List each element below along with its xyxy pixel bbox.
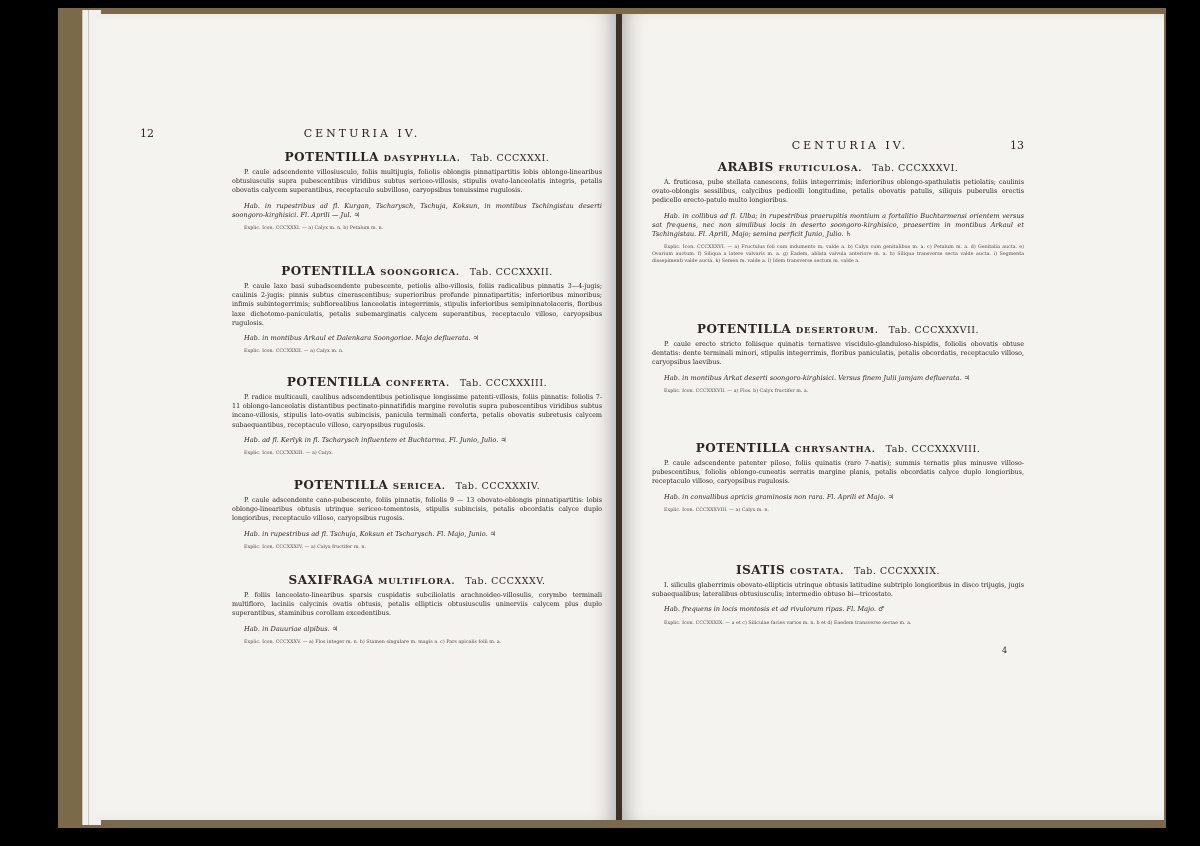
entry-heading: POTENTILLA DESERTORUM. Tab. CCCXXXVII. [696, 322, 980, 336]
entry-explanation: Explic. Icon. CCCXXXVI. — a) Fructulus foli cum indumento m. valde a. b) Calyx cum genitalibus m. a. c) Petalum m. a. d) Genitalia aucta. e) Ovarium auctum. f) Siliqua a latere valvaris m. a. g) Eadem, ablata valvula anteriore m. a. h) Siliqua transverse secta valde aucta. i) Segmenta dissepimenti valde aucta. k) Semen m. valde a. l) Idem transverse sectum m. valde a. [652, 245, 1024, 265]
entry-habitat: Hab. in convallibus apricis graminosis non rara. Fl. Aprili et Majo. ♃ [664, 492, 894, 501]
entry-habitat: Hab. in rupestribus ad fl. Tschuja, Koksun et Tscharysch. Fl. Majo, Junio. ♃ [244, 529, 496, 538]
entry-heading: POTENTILLA DASYPHYLLA. Tab. CCCXXXI. [284, 150, 550, 164]
species-entry [652, 160, 1024, 265]
species-entry [232, 264, 602, 355]
species-entry [652, 441, 1024, 514]
entry-description: P. caule erecto stricto foliisque quinatis ternatisve viscidulo-glanduloso-hispidis, foliolis obovatis obtuse dentatis: dente terminali minori, stipulis integerrimis, floribus paniculatis, petalis obcordatis, receptaculo villoso, caryopsibus laevibus. [652, 340, 1024, 367]
entry-description: P. caule adscendente cano-pubescente, foliis pinnatis, foliolis 9 — 13 obovato-oblongis pinnatipartitis: lobis oblongo-linearibus obtusis utrinque sericeo-tomentosis, stipulis subincisis, petalis obcordatis calyce duplo longioribus, receptaculo villoso, caryopsibus rugosis. [232, 496, 602, 523]
entry-explanation: Explic. Icon. CCCXXXV. — a) Flos integer m. n. b) Stamen singulare m. magis a. c) Pars apicalis folii m. a. [244, 639, 502, 645]
entry-explanation: Explic. Icon. CCCXXXI. — a) Calyx m. n. b) Petalum m. n. [244, 226, 384, 232]
entry-habitat: Hab. in montibus Arkat deserti soongoro-kirghisici. Versus finem Julii jamjam defluerata. ♃ [664, 373, 970, 382]
entry-habitat: Hab. in rupestribus ad fl. Kurgan, Tscharysch, Tschuja, Koksun, in montibus Tschingistau deserti soongoro-kirghisici. Fl. Aprili — Jul. ♃ [232, 201, 602, 219]
entry-description: P. caule adscendente patenter piloso, foliis quinatis (raro 7-natis); summis ternatis plus minusve villoso-pubescentibus, foliolis oblongo-cuneatis serratis margine planis, petalis obcordatis calyce duplo longioribus, receptaculo villoso, caryopsibus rugulosis. [652, 459, 1024, 486]
entry-explanation: Explic. Icon. CCCXXXVII. — a) Flos. b) Calyx fructifer m. a. [664, 388, 809, 394]
species-entry [232, 573, 602, 646]
entry-habitat: Hab. ad fl. Kerlyk in fl. Tscharysch influentem et Buchtarma. Fl. Junio, Julio. ♃ [244, 435, 507, 444]
entry-description: A. fruticosa, pube stellata canescens, foliis integerrimis; inferioribus oblongo-spathulatis petiolatis; caulinis ovato-oblongis sessilibus, calycibus pedicelli longitudine, petalis obovatis patulis, siliquis puberulis erectis pedicello erecto-patulo multo longioribus. [652, 178, 1024, 205]
entry-habitat: Hab. frequens in locis montosis et ad rivulorum ripas. Fl. Majo. ♂ [664, 605, 885, 614]
page-number: 13 [1010, 139, 1024, 152]
entry-heading: ISATIS COSTATA. Tab. CCCXXXIX. [736, 563, 940, 577]
running-head: CENTURIA IV. [303, 127, 421, 140]
entry-habitat: Hab. in collibus ad fl. Ulba; in rupestribus praerupitis montium a fortalitio Buchtarmensi orientem versus sat frequens, nec non similibus locis in deserto soongoro-kirghisico, praesertim in montibus Arkaul et Tschingistau. Fl. Aprili, Majo; semina perficit Junio, Julio. ♄ [652, 211, 1024, 239]
right-page [622, 14, 1164, 820]
entry-habitat: Hab. in Dauuriae alpibus. ♃ [244, 624, 338, 633]
entry-heading: ARABIS FRUTICULOSA. Tab. CCCXXXVI. [717, 160, 959, 174]
entry-description: P. caule adscendente villosiusculo, foliis multijugis, foliolis oblongis pinnatipartitis lobis oblongo-linearibus obtusiusculis supra pubescentibus viridibus subtus sericeo-villosis, stipulis ovato-lanceolatis integris, petalis obovatis calycem superantibus, receptaculo subvilloso, caryopsibus tenuissime rugulosis. [232, 168, 602, 195]
entry-description: P. radice multicauli, caulibus adscendentibus petiolisque longissime patenti-villosis, foliis pinnatis: foliolis 7-11 oblongo-lanceolatis distantibus pectinato-pinnatifidis margine revolutis supra pubescentibus viridibus subtus incano-villosis, stipulis lato-ovatis subincisis, panicula terminali conferta, petalis obovatis subretusis calycem subaequantibus, receptaculo villoso, caryopsibus rugulosis. [232, 393, 602, 429]
entry-explanation: Explic. Icon. CCCXXXIV. — a) Calyx fructifer m. n. [244, 544, 367, 550]
species-entry [232, 150, 602, 232]
entry-heading: POTENTILLA SOONGORICA. Tab. CCCXXXII. [281, 264, 553, 278]
entry-heading: POTENTILLA SERICEA. Tab. CCCXXXIV. [293, 478, 541, 492]
entry-description: P. foliis lanceolato-linearibus sparsis cuspidatis subciliolatis arachnoideo-villosulis, corymbo terminali multifloro, laciniis calycinis ovatis obtusis, petalis ellipticis obtusiusculis uninerviis calycem plus duplo superantibus, staminibus corollam excedentibus. [232, 591, 602, 618]
entry-heading: SAXIFRAGA MULTIFLORA. Tab. CCCXXXV. [288, 573, 546, 587]
entry-explanation: Explic. Icon. CCCXXXII. — a) Calyx m. n. [244, 349, 344, 355]
entry-description: P. caule laxo basi subadscendente pubescente, petiolis albo-villosis, foliis radicalibus pinnatis 3—4-jugis; caulinis 2-jugis: pinnis subtus cinerascentibus; superioribus profunde pinnatipartitis; inferioribus minoribus; infimis subintegerrimis; subflorealibus lanceolatis integerrimis, stipulis inferioribus semipinnatolaceris, floribus laxe dichotomo-paniculatis, petalis subemarginatis calycem superantibus, receptaculo villoso, caryopsibus rugulosis. [232, 282, 602, 327]
species-entry [652, 322, 1024, 395]
running-head: CENTURIA IV. [791, 139, 909, 152]
species-entry [232, 375, 602, 457]
entry-explanation: Explic. Icon. CCCXXXVIII. — a) Calyx m. n. [664, 507, 769, 513]
species-entry [232, 478, 602, 551]
entry-heading: POTENTILLA CONFERTA. Tab. CCCXXXIII. [286, 375, 548, 389]
entry-explanation: Explic. Icon. CCCXXXIX. — a et c) Siliculae facies varios m. n. b et d) Eaedem transverse sectae m. a. [664, 620, 912, 626]
entry-explanation: Explic. Icon. CCCXXXIII. — a) Calyx. [244, 451, 334, 457]
species-entry [652, 563, 1024, 627]
entry-heading: POTENTILLA CHRYSANTHA. Tab. CCCXXXVIII. [695, 441, 981, 455]
entry-description: I. siliculis glaberrimis obovato-ellipticis utrinque obtusis latitudine subtriplo longioribus in disco trijugis, jugis subaequalibus; lateralibus obtusiusculis; intermedio obtuso bi—tricostato. [652, 581, 1024, 599]
page-number: 12 [140, 127, 154, 140]
entry-habitat: Hab. in montibus Arkaul et Dalenkara Soongoriae. Majo defluerata. ♃ [244, 334, 479, 343]
signature-mark: 4 [1002, 646, 1008, 655]
